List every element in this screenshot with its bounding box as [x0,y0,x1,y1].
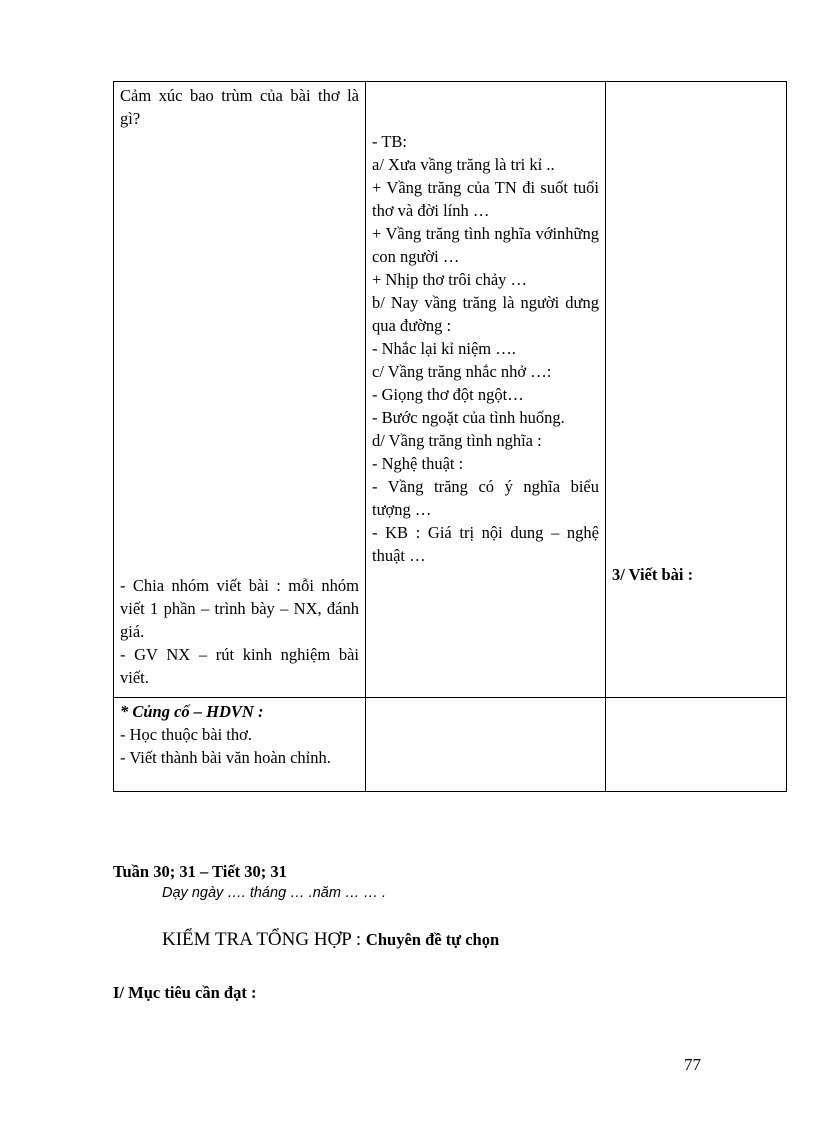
page-title [162,929,499,951]
activity-item: - Chia nhóm viết bài : mỗi nhóm viết 1 phần – trình bày – NX, đánh giá. [120,576,359,641]
section-heading: 3/ Viết bài : [612,565,694,584]
page-number: 77 [684,1055,701,1074]
content-line: - Nghệ thuật : [372,454,464,473]
content-line: - KB : Giá trị nội dung – nghệ thuật … [372,523,599,565]
lesson-table [113,81,787,792]
date-line: Dạy ngày …. tháng … .năm … … . [162,885,387,901]
teacher-activity-cell [114,82,366,698]
question-text: Cảm xúc bao trùm của bài thơ là gì? [120,86,359,128]
objective-heading: I/ Mục tiêu cần đạt : [113,983,257,1002]
review-item: - Viết thành bài văn hoàn chỉnh. [120,748,331,767]
content-line: - Vầng trăng có ý nghĩa biểu tượng … [372,477,599,519]
content-line: + Vầng trăng của TN đi suốt tuổi thơ và đời lính … [372,178,599,220]
content-line: + Nhịp thơ trôi chảy … [372,270,528,289]
content-line: - Nhắc lại kỉ niệm …. [372,339,516,358]
review-heading: * Củng cố – HDVN : [120,702,264,721]
review-cell [114,698,366,792]
section-cell [606,82,787,698]
review-item: - Học thuộc bài thơ. [120,725,252,744]
content-line: - TB: [372,132,407,151]
title-sub: Chuyên đề tự chọn [365,930,500,949]
content-line: - Bước ngoặt của tình huống. [372,408,565,427]
table-row [114,698,787,792]
content-line: - Giọng thơ đột ngột… [372,385,524,404]
content-line: + Vầng trăng tình nghĩa vớinhững con người … [372,224,599,266]
title-main: KIỂM TRA TỔNG HỢP : [162,929,362,950]
empty-cell [366,698,606,792]
content-line: a/ Xưa vầng trăng là tri kỉ .. [372,155,555,174]
week-heading: Tuần 30; 31 – Tiết 30; 31 [113,862,287,881]
empty-cell [606,698,787,792]
activity-item: - GV NX – rút kinh nghiệm bài viết. [120,645,359,687]
content-line: c/ Vầng trăng nhắc nhở …: [372,362,552,381]
content-cell [366,82,606,698]
content-line: b/ Nay vầng trăng là người dưng qua đường : [372,293,599,335]
content-line: d/ Vầng trăng tình nghĩa : [372,431,542,450]
table-row [114,82,787,698]
